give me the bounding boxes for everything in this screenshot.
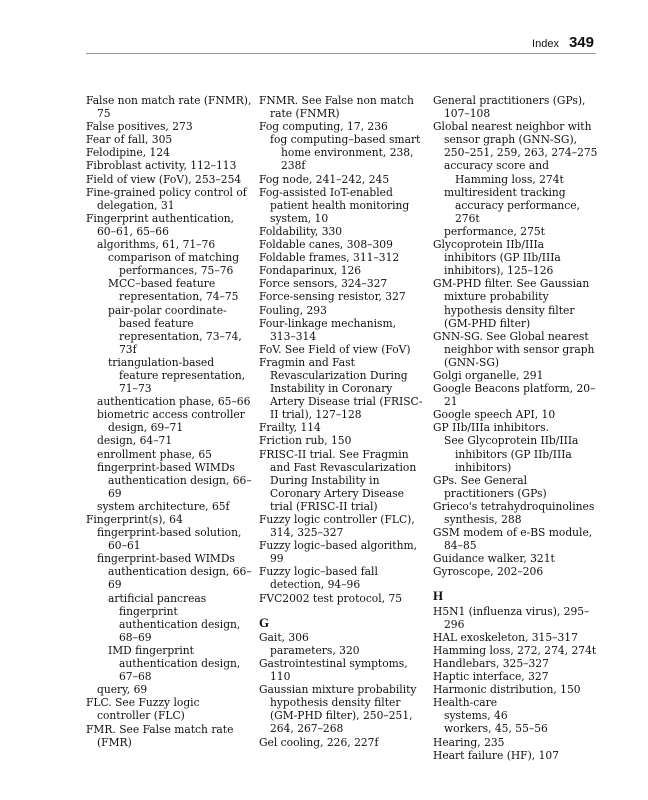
index-entry: FNMR. See False non match rate (FNMR) (259, 94, 414, 121)
index-entry: Hearing, 235 (433, 735, 505, 749)
index-column-3 (433, 94, 599, 762)
index-entry: FLC. See Fuzzy logic controller (FLC) (86, 696, 200, 723)
index-entry: Google Beacons platform, 20–21 (433, 382, 596, 409)
index-entry: Fibroblast activity, 112–113 (86, 159, 237, 173)
section-letter: G (259, 614, 270, 630)
index-entry: Force sensors, 324–327 (259, 277, 388, 291)
index-entry: GP IIb/IIIa inhibitors. (433, 421, 550, 435)
index-entry: Golgi organelle, 291 (433, 368, 544, 382)
index-entry: GM-PHD filter. See Gaussian mixture probability hypothesis density filter (GM-PHD filter) (433, 277, 590, 330)
index-entry: GSM modem of e-BS module, 84–85 (433, 526, 593, 553)
index-entry: Health-care (433, 696, 498, 710)
index-entry: Grieco's tetrahydroquinolines synthesis, 288 (433, 499, 595, 526)
index-entry: parameters, 320 (270, 643, 360, 657)
index-entry: GPs. See General practitioners (GPs) (433, 473, 547, 500)
index-entry: authentication phase, 65–66 (97, 395, 251, 409)
running-head (532, 34, 594, 51)
index-entry: FVC2002 test protocol, 75 (259, 591, 403, 605)
index-entry: H5N1 (influenza virus), 295–296 (433, 604, 590, 631)
index-entry: FoV. See Field of view (FoV) (259, 342, 411, 356)
index-entry: Fuzzy logic controller (FLC), 314, 325–327 (259, 513, 415, 540)
index-entry: Fog-assisted IoT-enabled patient health monitoring system, 10 (259, 185, 410, 225)
index-entry: query, 69 (97, 683, 148, 697)
index-entry: Handlebars, 325–327 (433, 656, 549, 670)
index-entry: Global nearest neighbor with sensor graph (GNN-SG), 250–251, 259, 263, 274–275 (433, 120, 598, 160)
index-entry: fog computing–based smart home environment, 238, 238f (270, 133, 421, 173)
index-entry: Fingerprint(s), 64 (86, 513, 183, 526)
index-entry: accuracy score and Hamming loss, 274t (444, 159, 564, 186)
index-entry: HAL exoskeleton, 315–317 (433, 630, 578, 644)
index-entry: Glycoprotein IIb/IIIa inhibitors (GP IIb/IIIa inhibitors), 125–126 (433, 238, 561, 278)
section-letter: H (433, 588, 444, 604)
index-entry: False non match rate (FNMR), 75 (86, 94, 252, 121)
index-entry: Gait, 306 (259, 630, 309, 644)
page-number: 349 (568, 34, 594, 51)
index-entry: Gyroscope, 202–206 (433, 565, 544, 579)
index-entry: artificial pancreas fingerprint authentication design, 68–69 (108, 591, 241, 644)
index-entry: fingerprint-based WIMDs authentication design, 66–69 (97, 460, 252, 500)
index-entry: Gaussian mixture probability hypothesis density filter (GM-PHD filter), 250–251, 264, 267–268 (259, 683, 417, 736)
index-entry: Four-linkage mechanism, 313–314 (259, 316, 397, 343)
index-entry: triangulation-based feature representation, 71–73 (108, 355, 246, 396)
index-entry: Fuzzy logic–based algorithm, 99 (259, 539, 418, 566)
index-entry: Friction rub, 150 (259, 434, 352, 448)
index-entry: Foldability, 330 (259, 224, 343, 238)
index-entry: algorithms, 61, 71–76 (97, 238, 216, 252)
index-entry: Fondaparinux, 126 (259, 264, 362, 278)
running-head-label: Index (532, 38, 559, 50)
index-entry: Fragmin and Fast Revascularization During Instability in Coronary Artery Disease trial (FRISC-II trial), 127–128 (259, 355, 423, 422)
index-entry: FRISC-II trial. See Fragmin and Fast Revascularization During Instability in Coronary Artery Disease trial (FRISC-II trial) (259, 447, 417, 513)
index-entry: fingerprint-based WIMDs authentication design, 66–69 (97, 552, 252, 592)
index-entry: fingerprint-based solution, 60–61 (97, 526, 242, 553)
index-entry: Gastrointestinal symptoms, 110 (259, 656, 408, 684)
index-entry: performance, 275t (444, 224, 545, 238)
index-entry: multiresident tracking accuracy performance, 276t (444, 185, 580, 225)
index-entry: biometric access controller design, 69–71 (97, 408, 245, 435)
index-entry: FMR. See False match rate (FMR) (86, 722, 234, 749)
index-entry: systems, 46 (444, 709, 508, 723)
index-entry: Fog node, 241–242, 245 (259, 172, 390, 186)
index-entry: Gel cooling, 226, 227f (259, 735, 379, 749)
index-entry: Guidance walker, 321t (433, 552, 555, 566)
index-entry: Fog computing, 17, 236 (259, 120, 388, 134)
header-rule (86, 53, 596, 54)
index-entry: Google speech API, 10 (433, 408, 556, 422)
index-entry: workers, 45, 55–56 (444, 722, 548, 736)
index-entry: comparison of matching performances, 75–76 (108, 251, 240, 278)
index-entry: IMD fingerprint authentication design, 67–68 (108, 643, 241, 684)
index-entry: system architecture, 65f (97, 499, 230, 513)
index-column-2 (259, 94, 425, 749)
index-entry: Fuzzy logic–based fall detection, 94–96 (259, 565, 378, 592)
index-entry: Fingerprint authentication, 60–61, 65–66 (86, 211, 235, 238)
index-entry: enrollment phase, 65 (97, 447, 212, 461)
index-entry: Heart failure (HF), 107 (433, 748, 559, 762)
index-entry: Field of view (FoV), 253–254 (86, 172, 242, 186)
index-entry: Force-sensing resistor, 327 (259, 290, 406, 304)
index-entry: Fear of fall, 305 (86, 133, 173, 147)
index-entry: pair-polar coordinate-based feature representation, 73–74, 73f (108, 303, 242, 356)
index-entry: Fouling, 293 (259, 303, 327, 317)
index-entry: See Glycoprotein IIb/IIIa inhibitors (GP IIb/IIIa inhibitors) (444, 434, 579, 474)
index-entry: Frailty, 114 (259, 421, 321, 435)
index-entry: Hamming loss, 272, 274, 274t (433, 643, 597, 657)
index-entry: Foldable canes, 308–309 (259, 238, 393, 252)
index-entry: False positives, 273 (86, 120, 193, 134)
index-entry: Foldable frames, 311–312 (259, 251, 400, 265)
index-entry: Harmonic distribution, 150 (433, 683, 581, 697)
index-entry: MCC–based feature representation, 74–75 (108, 277, 239, 304)
index-entry: Felodipine, 124 (86, 146, 170, 160)
index-entry: GNN-SG. See Global nearest neighbor with sensor graph (GNN-SG) (433, 329, 595, 369)
index-entry: Fine-grained policy control of delegation, 31 (86, 185, 247, 212)
index-column-1 (86, 94, 252, 749)
index-entry: Haptic interface, 327 (433, 670, 549, 684)
index-entry: General practitioners (GPs), 107–108 (433, 94, 586, 121)
index-entry: design, 64–71 (97, 434, 173, 448)
